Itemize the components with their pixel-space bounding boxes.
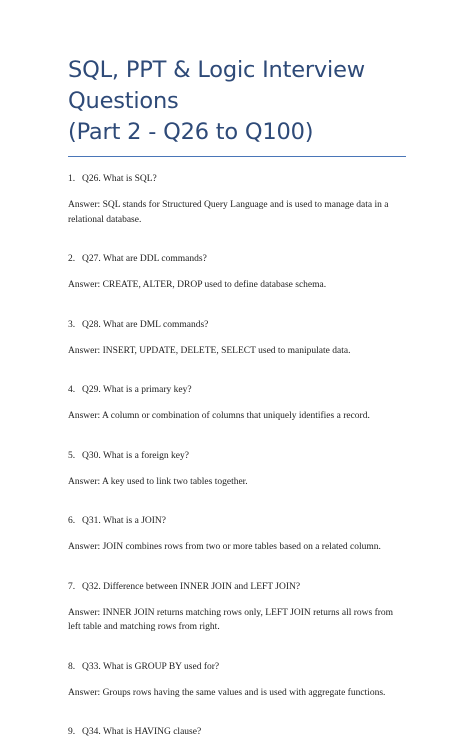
question-number: 5. bbox=[68, 450, 76, 461]
title-line-1: SQL, PPT & Logic Interview Questions bbox=[68, 57, 365, 114]
question-item bbox=[68, 252, 406, 293]
question bbox=[68, 660, 406, 674]
title-line-2: (Part 2 - Q26 to Q100) bbox=[68, 119, 314, 145]
question bbox=[68, 318, 406, 332]
question-item bbox=[68, 580, 406, 635]
question-text: Q26. What is SQL? bbox=[82, 174, 157, 184]
question-number: 6. bbox=[68, 516, 76, 526]
question-text: Q31. What is a JOIN? bbox=[82, 516, 166, 526]
question-number: 8. bbox=[68, 661, 76, 672]
question-item bbox=[68, 660, 406, 701]
answer-text: Answer: CREATE, ALTER, DROP used to define database schema. bbox=[68, 280, 327, 290]
question-item bbox=[68, 318, 406, 359]
question-text: Q30. What is a foreign key? bbox=[82, 450, 189, 461]
question-item bbox=[68, 383, 406, 424]
question bbox=[68, 252, 406, 266]
question-number: 2. bbox=[68, 254, 76, 264]
answer-text: Answer: SQL stands for Structured Query Language and is used to manage data in a relational database. bbox=[68, 200, 389, 225]
answer-text: Answer: JOIN combines rows from two or more tables based on a related column. bbox=[68, 542, 381, 552]
question-number: 7. bbox=[68, 581, 76, 592]
question-number: 3. bbox=[68, 319, 76, 330]
question-number: 9. bbox=[68, 727, 76, 737]
question-number: 4. bbox=[68, 385, 76, 395]
question bbox=[68, 725, 406, 739]
title-underline bbox=[68, 156, 406, 157]
question-text: Q27. What are DDL commands? bbox=[82, 254, 207, 264]
answer-text: Answer: A key used to link two tables together. bbox=[68, 476, 248, 487]
document-title bbox=[68, 55, 406, 148]
question-item bbox=[68, 449, 406, 490]
question-item bbox=[68, 514, 406, 555]
question-text: Q32. Difference between INNER JOIN and LEFT JOIN? bbox=[82, 581, 301, 592]
question-item bbox=[68, 725, 406, 739]
question-number: 1. bbox=[68, 174, 76, 184]
question bbox=[68, 383, 406, 397]
answer-text: Answer: A column or combination of columns that uniquely identifies a record. bbox=[68, 411, 370, 421]
question-text: Q29. What is a primary key? bbox=[82, 385, 192, 395]
question bbox=[68, 580, 406, 594]
question-list bbox=[68, 172, 406, 739]
question bbox=[68, 449, 406, 463]
answer-text: Answer: INNER JOIN returns matching rows only, LEFT JOIN returns all rows from left table and matching rows from right. bbox=[68, 607, 394, 632]
question-item bbox=[68, 172, 406, 227]
question bbox=[68, 172, 406, 186]
question-text: Q33. What is GROUP BY used for? bbox=[82, 661, 220, 672]
question-text: Q34. What is HAVING clause? bbox=[82, 727, 202, 737]
question-text: Q28. What are DML commands? bbox=[82, 319, 209, 330]
question bbox=[68, 514, 406, 528]
answer-text: Answer: Groups rows having the same values and is used with aggregate functions. bbox=[68, 687, 386, 698]
answer-text: Answer: INSERT, UPDATE, DELETE, SELECT used to manipulate data. bbox=[68, 345, 351, 356]
